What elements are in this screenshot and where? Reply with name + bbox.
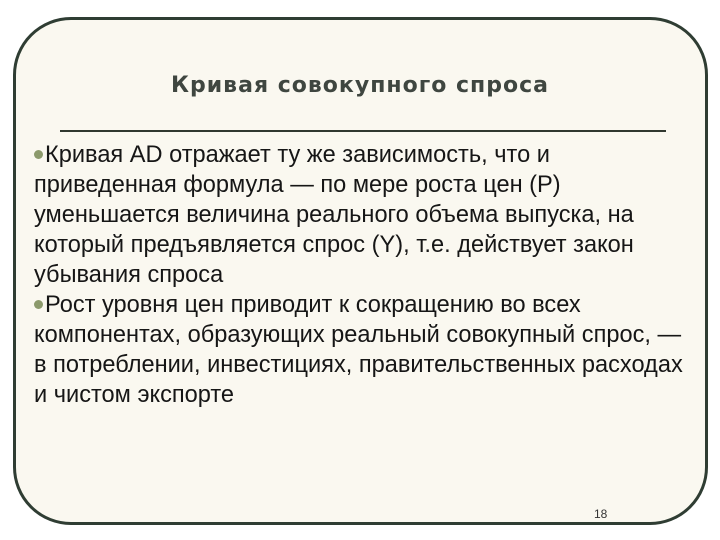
paragraph-2-text: Рост уровня цен приводит к сокращению во всех компонентах, образующих реальный совокупный спрос, — в потреблении, инвестициях, правительственных расходах и чистом экспорте — [34, 292, 683, 408]
slide-title: Кривая совокупного спроса — [171, 73, 549, 98]
term-y: Y — [379, 232, 396, 258]
page-number: 18 — [594, 507, 608, 521]
term-ad: AD — [129, 142, 163, 168]
bullet-icon — [34, 300, 43, 309]
paragraph-2 — [34, 290, 694, 410]
title-underline — [60, 130, 666, 132]
term-p: P — [537, 172, 553, 198]
paragraph-1-text-d: ), т.е. действует закон убывания спроса — [34, 232, 634, 288]
paragraph-1-text-c: ) уменьшается величина реального объема выпуска, на который предъявляется спрос ( — [34, 172, 634, 258]
paragraph-1 — [34, 140, 694, 290]
bullet-icon — [34, 150, 43, 159]
paragraph-1-text-b: отражает ту же зависимость, что и приведенная формула — по мере роста цен ( — [34, 142, 550, 198]
paragraph-1-text-a: Кривая — [45, 142, 130, 168]
slide-body — [34, 140, 694, 410]
